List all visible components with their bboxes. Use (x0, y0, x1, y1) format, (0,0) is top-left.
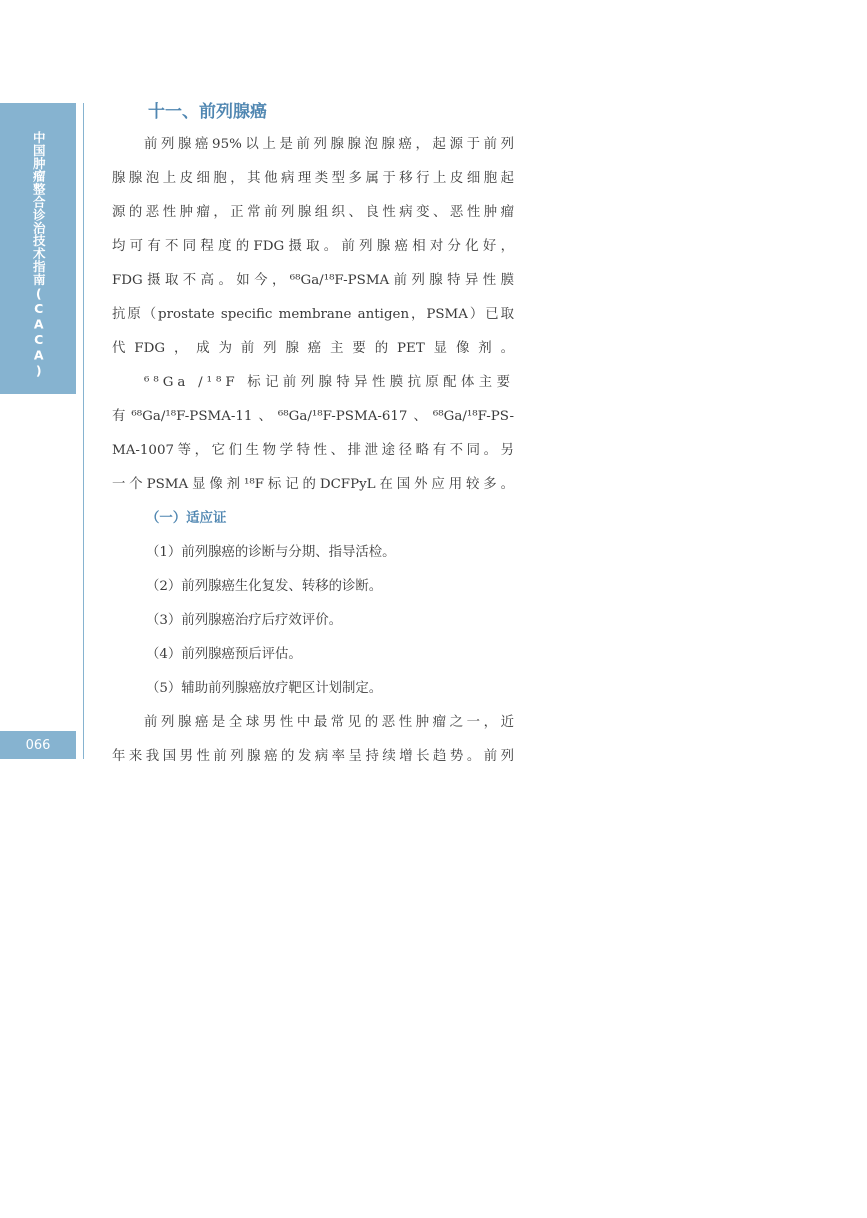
text-line: 源的恶性肿瘤，正常前列腺组织、良性病变、恶性肿瘤 (112, 205, 514, 220)
page-number: 066 (0, 731, 76, 759)
text-line: 前列腺癌95%以上是前列腺腺泡腺癌，起源于前列 (144, 137, 514, 152)
list-item: （1）前列腺癌的诊断与分期、指导活检。 (146, 545, 396, 560)
margin-divider (83, 103, 84, 759)
ligand-paragraph (112, 366, 514, 502)
guide-title-tab (0, 103, 76, 394)
section-title: 十一、前列腺癌 (148, 102, 267, 122)
indications-heading: （一）适应证 (146, 511, 227, 526)
list-item: （4）前列腺癌预后评估。 (146, 647, 302, 662)
text-line: 有⁶⁸Ga/¹⁸F-PSMA-11、⁶⁸Ga/¹⁸F-PSMA-617、⁶⁸Ga/¹⁸F-PS- (112, 409, 514, 424)
intro-paragraph (112, 128, 514, 366)
page-content (112, 96, 514, 774)
text-line: 抗原（prostate specific membrane antigen，PSMA）已取 (112, 307, 514, 322)
guide-title: 中国肿瘤整合诊治技术指南(CACA) (31, 131, 47, 379)
closing-paragraph (112, 706, 514, 774)
text-line: 一个PSMA显像剂¹⁸F标记的DCFPyL在国外应用较多。 (112, 477, 514, 492)
list-item: （5）辅助前列腺癌放疗靶区计划制定。 (146, 681, 383, 696)
text-line: 年来我国男性前列腺癌的发病率呈持续增长趋势。前列 (112, 749, 514, 764)
list-item: （2）前列腺癌生化复发、转移的诊断。 (146, 579, 383, 594)
text-line: FDG摄取不高。如今，⁶⁸Ga/¹⁸F-PSMA前列腺特异性膜 (112, 273, 514, 288)
text-line: ⁶⁸Ga /¹⁸F 标记前列腺特异性膜抗原配体主要 (144, 375, 514, 390)
text-line: MA-1007等，它们生物学特性、排泄途径略有不同。另 (112, 443, 514, 458)
text-line: 腺腺泡上皮细胞，其他病理类型多属于移行上皮细胞起 (112, 171, 514, 186)
text-line: 均可有不同程度的FDG摄取。前列腺癌相对分化好， (112, 239, 514, 254)
list-item: （3）前列腺癌治疗后疗效评价。 (146, 613, 342, 628)
text-line: 代FDG，成为前列腺癌主要的PET显像剂。 (112, 341, 514, 356)
text-line: 前列腺癌是全球男性中最常见的恶性肿瘤之一，近 (144, 715, 514, 730)
